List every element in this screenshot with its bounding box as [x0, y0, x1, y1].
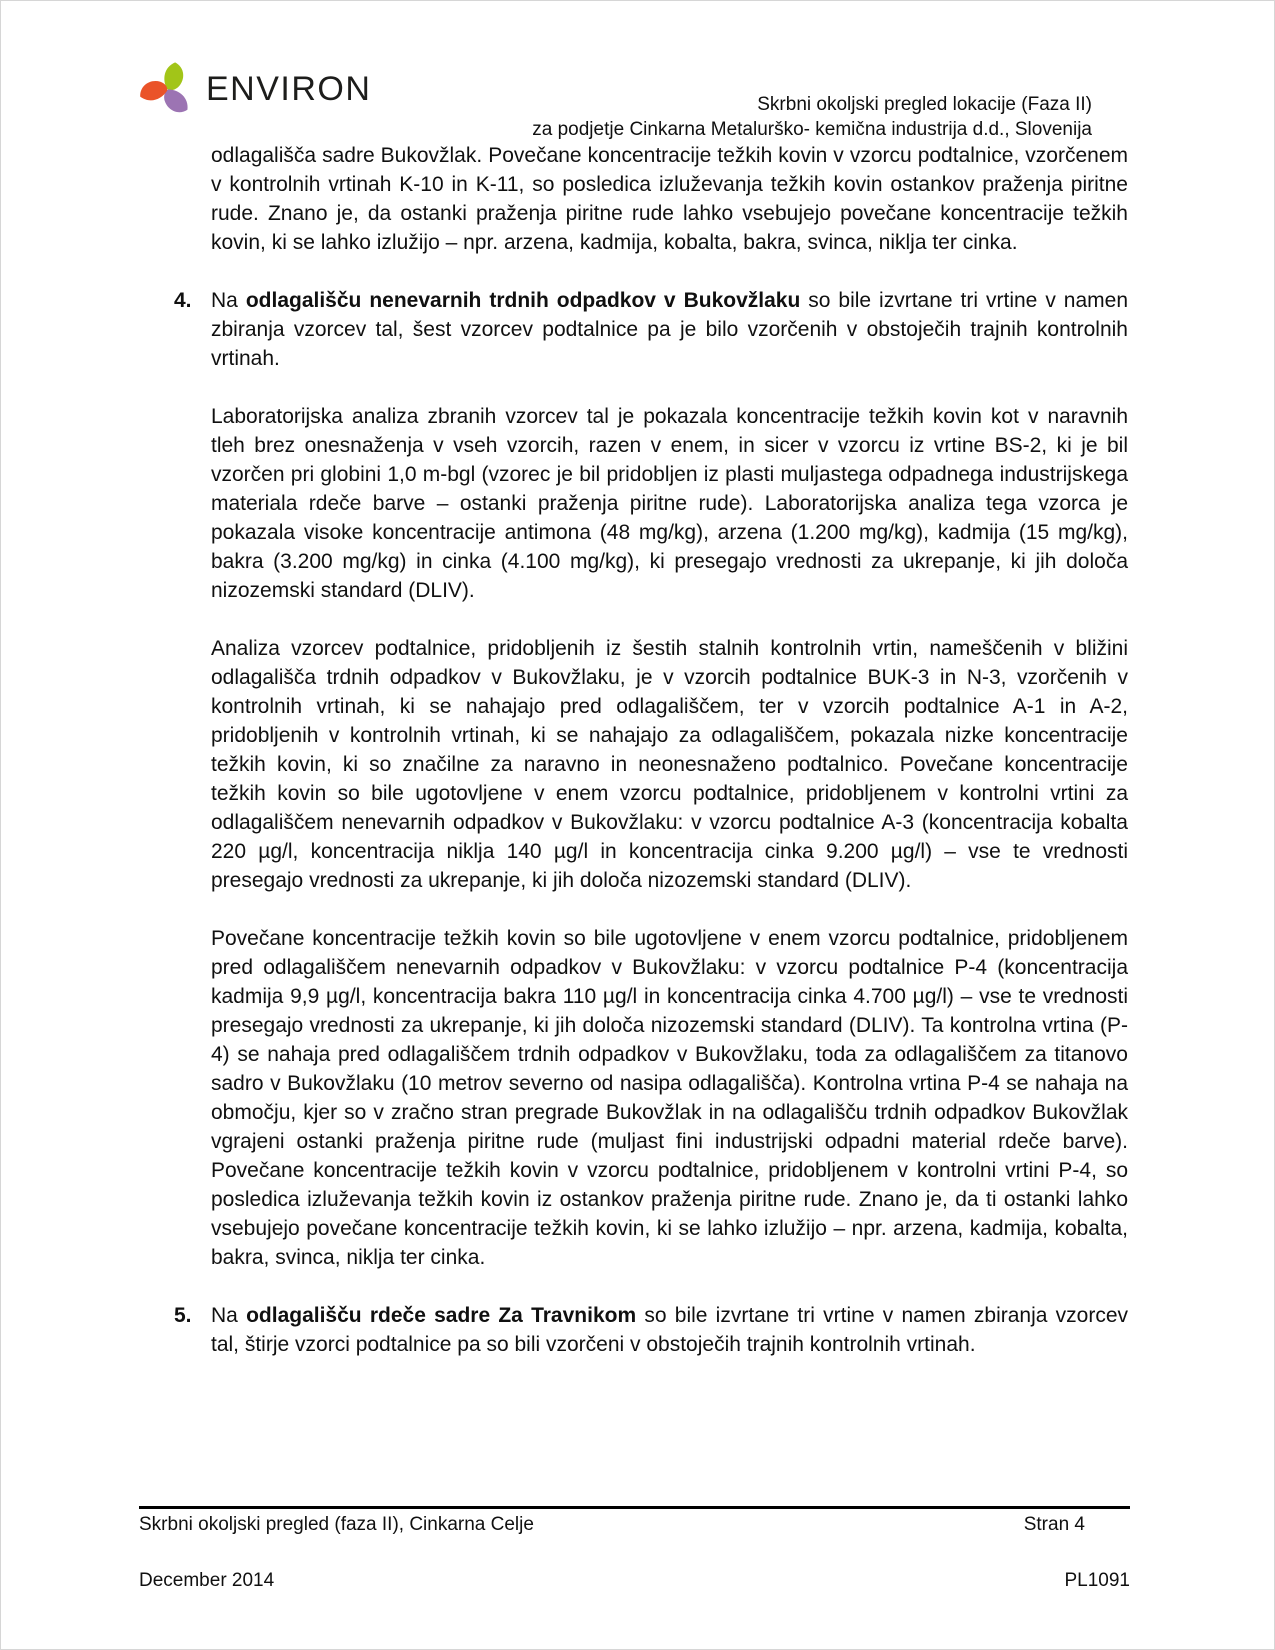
paragraph-groundwater-analysis: Analiza vzorcev podtalnice, pridobljenih iz šestih stalnih kontrolnih vrtin, nameščenih v bližini odlagališča trdnih odpadkov v Bukovžlaku, je v vzorcih podtalnice BUK-3 in N-3, vzorčenih v kontrolnih vrtinah, ki se nahajajo pred odlagališčem, ter v vzorcih podtalnice A-1 in A-2, pridobljenih v kontrolnih vrtinah, ki se nahajajo za odlagališčem, pokazala nizke koncentracije težkih kovin, ki so značilne za naravno in neonesnaženo podtalnico. Povečane koncentracije težkih kovin so bile ugotovljene v enem vzorcu podtalnice, pridobljenem v kontrolni vrtini za odlagališčem nenevarnih odpadkov v Bukovžlaku: v vzorcu podtalnice A-3 (koncentracija kobalta 220 µg/l, koncentracija niklja 140 µg/l in koncentracija cinka 9.200 µg/l) – vse te vrednosti presegajo vrednosti za ukrepanje, ki jih določa nizozemski standard (DLIV). [211, 637, 1128, 892]
list-item-5 [174, 1301, 1129, 1359]
footer-title-row [139, 1514, 1130, 1536]
list-item-5-lead: Na odlagališču rdeče sadre Za Travnikom so bile izvrtane tri vrtine v namen zbiranja vzorcev tal, štirje vzorci podtalnice pa so bili vzorčeni v obstoječih trajnih kontrolnih vrtinah. [211, 1304, 1129, 1356]
paragraph-p4-well: Povečane koncentracije težkih kovin so bile ugotovljene v enem vzorcu podtalnice, pridobljenem pred odlagališčem nenevarnih odpadkov v Bukovžlaku: v vzorcu podtalnice P-4 (koncentracija kadmija 9,9 µg/l, koncentracija bakra 110 µg/l in koncentracija cinka 4.700 µg/l) – vse te vrednosti presegajo vrednosti za ukrepanje, ki jih določa nizozemski standard (DLIV). Ta kontrolna vrtina (P-4) se nahaja pred odlagališčem trdnih odpadkov v Bukovžlaku, toda za odlagališčem za titanovo sadro v Bukovžlaku (10 metrov severno od nasipa odlagališča). Kontrolna vrtina P-4 se nahaja na območju, kjer so v zračno stran pregrade Bukovžlak in na odlagališču trdnih odpadkov Bukovžlak vgrajeni ostanki praženja piritne rude (muljast fini industrijski odpadni material rdeče barve). Povečane koncentracije težkih kovin v vzorcu podtalnice, pridobljenem v kontrolni vrtini P-4, so posledica izluževanja težkih kovin iz ostankov praženja piritne rude. Znano je, da ti ostanki lahko vsebujejo povečane koncentracije težkih kovin, ki se lahko izlužijo – npr. arzena, kadmija, kobalta, bakra, svinca, niklja ter cinka. [211, 927, 1128, 1269]
list-item-4-content [211, 286, 1128, 1272]
list-item-4-number: 4. [174, 289, 192, 312]
paragraph-soil-analysis: Laboratorijska analiza zbranih vzorcev tal je pokazala koncentracije težkih kovin kot v naravnih tleh brez onesnaženja v vseh vzorcih, razen v enem, in sicer v vzorcu iz vrtine BS-2, ki je bil vzorčen pri globini 1,0 m-bgl (vzorec je bil pridobljen iz plasti muljastega odpadnega industrijskega materiala rdeče barve – ostanki praženja piritne rude). Laboratorijska analiza tega vzorca je pokazala visoke koncentracije antimona (48 mg/kg), arzena (1.200 mg/kg), kadmija (15 mg/kg), bakra (3.200 mg/kg) in cinka (4.100 mg/kg), ki presegajo vrednosti za ukrepanje, ki jih določa nizozemski standard (DLIV). [211, 405, 1128, 602]
list-item-4-lead: Na odlagališču nenevarnih trdnih odpadkov v Bukovžlaku so bile izvrtane tri vrtine v namen zbiranja vzorcev tal, šest vzorcev podtalnice pa je bilo vzorčenih v obstoječih trajnih kontrolnih vrtinah. [211, 289, 1129, 370]
footer-divider [139, 1506, 1130, 1509]
environ-logo-text: ENVIRON [206, 69, 372, 108]
footer-date: December 2014 [139, 1570, 275, 1591]
list-item-5-content [211, 1301, 1128, 1359]
environ-logo [138, 60, 371, 118]
footer-meta-row [139, 1570, 1130, 1592]
intro-paragraph: odlagališča sadre Bukovžlak. Povečane koncentracije težkih kovin v vzorcu podtalnice, vzorčenem v kontrolnih vrtinah K-10 in K-11, so posledica izluževanja težkih kovin ostankov praženja piritne rude. Znano je, da ostanki praženja piritne rude lahko vsebujejo povečane koncentracije težkih kovin, ki se lahko izlužijo – npr. arzena, kadmija, kobalta, bakra, svinca, niklja ter cinka. [211, 144, 1128, 254]
list-item-4 [174, 286, 1129, 1272]
document-header [532, 92, 1092, 142]
list-item-5-number: 5. [174, 1304, 192, 1327]
header-title-line1: Skrbni okoljski pregled lokacije (Faza II) [757, 94, 1092, 115]
document-body [174, 141, 1129, 1388]
header-title-line2: za podjetje Cinkarna Metalurško- kemična industrija d.d., Slovenija [532, 119, 1092, 140]
trefoil-pinwheel-icon [138, 60, 196, 118]
footer-page-number: Stran 4 [1023, 1514, 1085, 1535]
footer-doc-title: Skrbni okoljski pregled (faza II), Cinkarna Celje [139, 1514, 534, 1535]
footer-doc-number: PL1091 [1064, 1570, 1130, 1591]
